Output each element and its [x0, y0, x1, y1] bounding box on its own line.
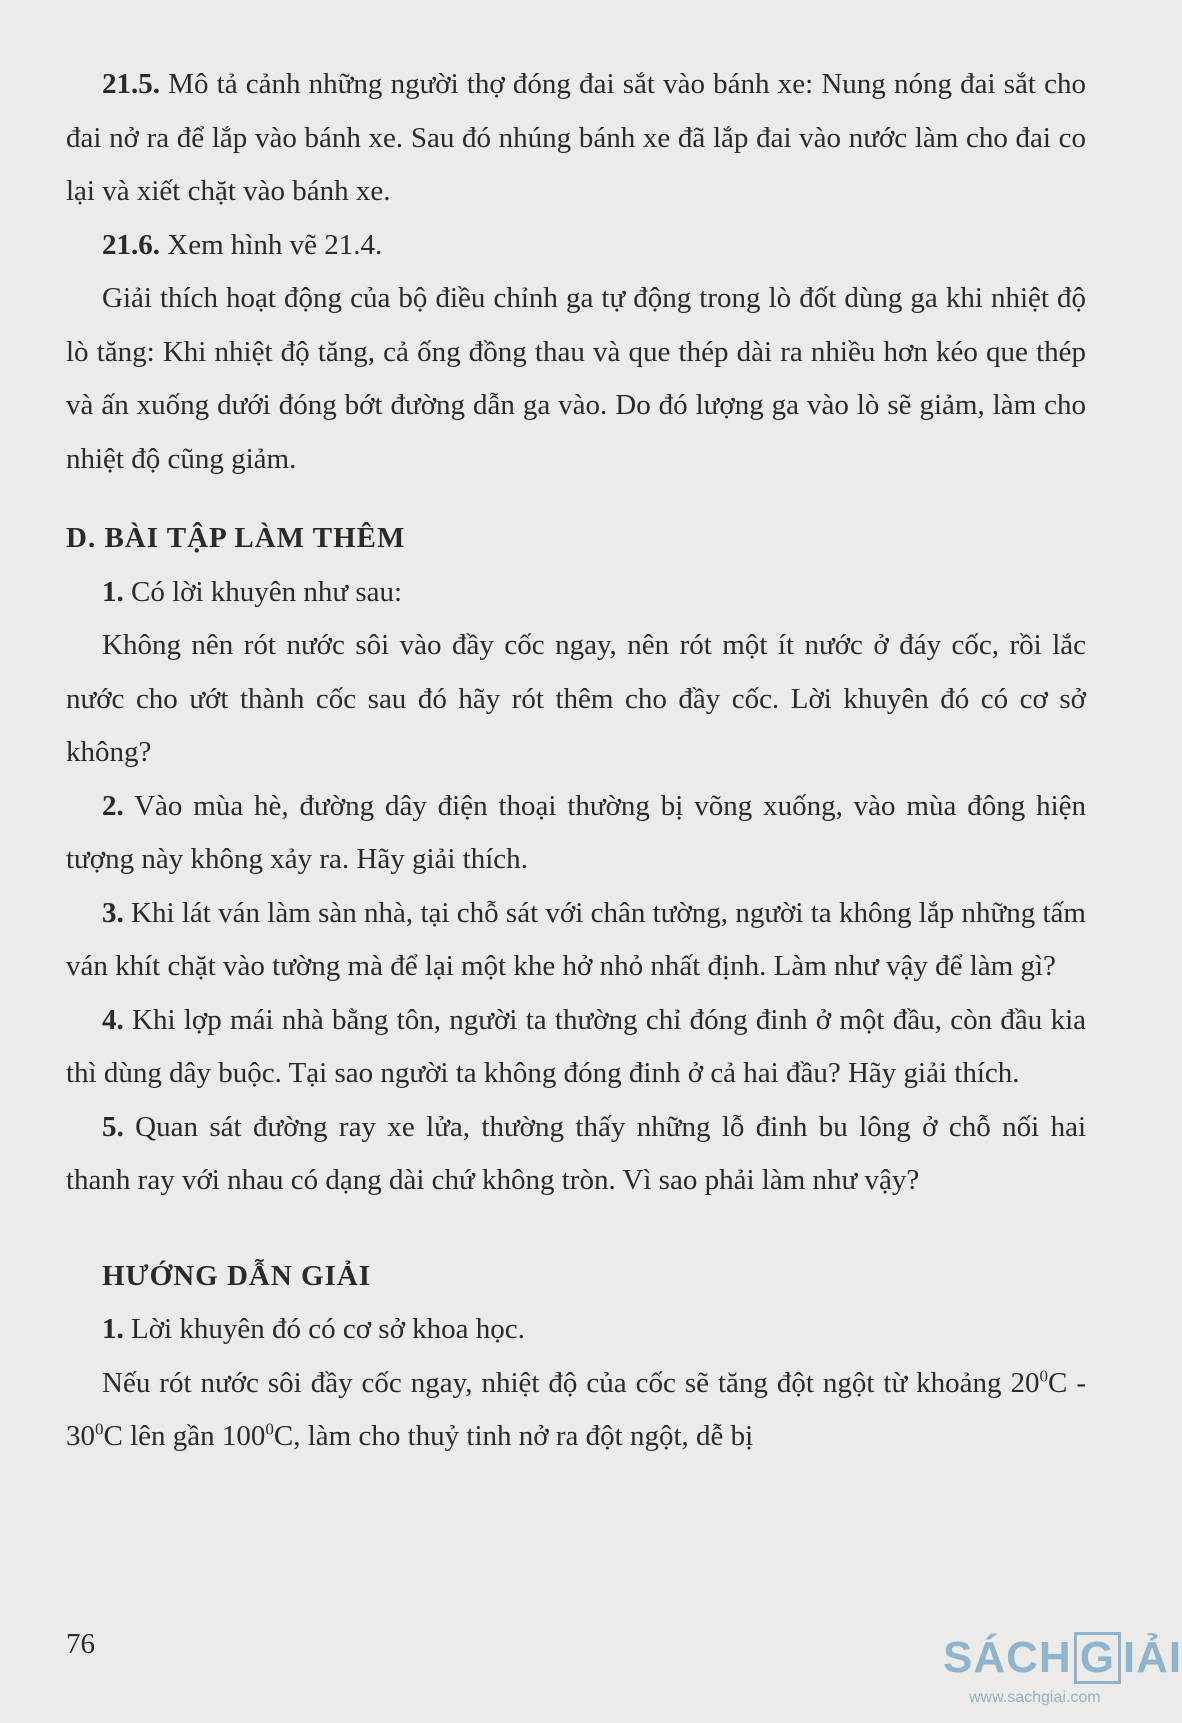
item-number: 3.	[102, 896, 124, 929]
paragraph-text: Lời khuyên đó có cơ sở khoa học.	[123, 1313, 525, 1345]
text-part: C, làm cho thuỷ tinh nở ra đột ngột, dễ bị	[273, 1420, 754, 1452]
degree-superscript: 0	[1039, 1365, 1049, 1385]
text-part: C lên gần 100	[103, 1420, 266, 1452]
logo-wordmark	[943, 1632, 1182, 1684]
paragraph-text: Không nên rót nước sôi vào đầy cốc ngay, nên rót một ít nước ở đáy cốc, rồi lắc nước cho ướt thành cốc sau đó hãy rót thêm cho đầy cốc. Lời khuyên đó có cơ sở không?	[66, 629, 1086, 768]
watermark-logo	[943, 1632, 1182, 1712]
paragraph-text: Quan sát đường ray xe lửa, thường thấy những lỗ đinh bu lông ở chỗ nối hai thanh ray với nhau có dạng dài chứ không tròn. Vì sao phải làm như vậy?	[66, 1110, 1086, 1196]
exercise-4	[66, 994, 1086, 1101]
degree-superscript: 0	[265, 1419, 274, 1439]
item-number: 1.	[102, 575, 124, 608]
page-number: 76	[66, 1628, 95, 1660]
exercise-1-detail	[66, 619, 1086, 780]
paragraph-text: Vào mùa hè, đường dây điện thoại thường bị võng xuống, vào mùa đông hiện tượng này không xảy ra. Hãy giải thích.	[66, 789, 1086, 875]
paragraph-21-6	[66, 219, 1086, 273]
logo-url: www.sachgiai.com	[969, 1689, 1101, 1706]
page-body	[66, 58, 1086, 1464]
section-d-title: D. BÀI TẬP LÀM THÊM	[66, 522, 406, 554]
paragraph-text: Khi lợp mái nhà bằng tôn, người ta thường chỉ đóng đinh ở một đầu, còn đầu kia thì dùng dây buộc. Tại sao người ta không đóng đinh ở cả hai đầu? Hãy giải thích.	[66, 1003, 1086, 1089]
logo-text-pre: SÁCH	[943, 1633, 1072, 1682]
paragraph-explanation	[66, 272, 1086, 486]
paragraph-text: Xem hình vẽ 21.4.	[160, 228, 383, 261]
exercise-5	[66, 1101, 1086, 1208]
degree-superscript: 0	[95, 1419, 104, 1439]
item-number: 5.	[102, 1110, 124, 1143]
exercise-1	[66, 566, 1086, 620]
item-number: 2.	[102, 789, 124, 822]
logo-boxed-letter: G	[1074, 1632, 1121, 1684]
paragraph-21-5	[66, 58, 1086, 219]
paragraph-text: Khi lát ván làm sàn nhà, tại chỗ sát với chân tường, người ta không lắp những tấm ván khít chặt vào tường mà để lại một khe hở nhỏ nhất định. Làm như vậy để làm gì?	[66, 896, 1086, 982]
exercise-2	[66, 780, 1086, 887]
paragraph-text: Có lời khuyên như sau:	[123, 575, 403, 608]
item-number: 21.5.	[102, 68, 160, 100]
logo-text-post: IẢI	[1122, 1633, 1182, 1682]
exercise-3	[66, 887, 1086, 994]
answer-1	[66, 1303, 1086, 1357]
item-number: 4.	[102, 1003, 124, 1036]
text-part: C - 30	[66, 1366, 1087, 1452]
item-number: 21.6.	[102, 228, 160, 261]
answer-1-detail	[66, 1357, 1086, 1464]
item-number: 1.	[102, 1313, 124, 1345]
paragraph-text: Giải thích hoạt động của bộ điều chỉnh ga tự động trong lò đốt dùng ga khi nhiệt độ lò tăng: Khi nhiệt độ tăng, cả ống đồng thau và que thép dài ra nhiều hơn kéo que thép và ấn xuống dưới đóng bớt đường dẫn ga vào. Do đó lượng ga vào lò sẽ giảm, làm cho nhiệt độ cũng giảm.	[66, 282, 1086, 475]
paragraph-text: Mô tả cảnh những người thợ đóng đai sắt vào bánh xe: Nung nóng đai sắt cho đai nở ra để lắp vào bánh xe. Sau đó nhúng bánh xe đã lắp đai vào nước làm cho đai co lại và xiết chặt vào bánh xe.	[66, 68, 1086, 207]
guide-title: HƯỚNG DẪN GIẢI	[102, 1259, 372, 1292]
text-part: Nếu rót nước sôi đầy cốc ngay, nhiệt độ của cốc sẽ tăng đột ngột từ khoảng 20	[102, 1366, 1040, 1399]
